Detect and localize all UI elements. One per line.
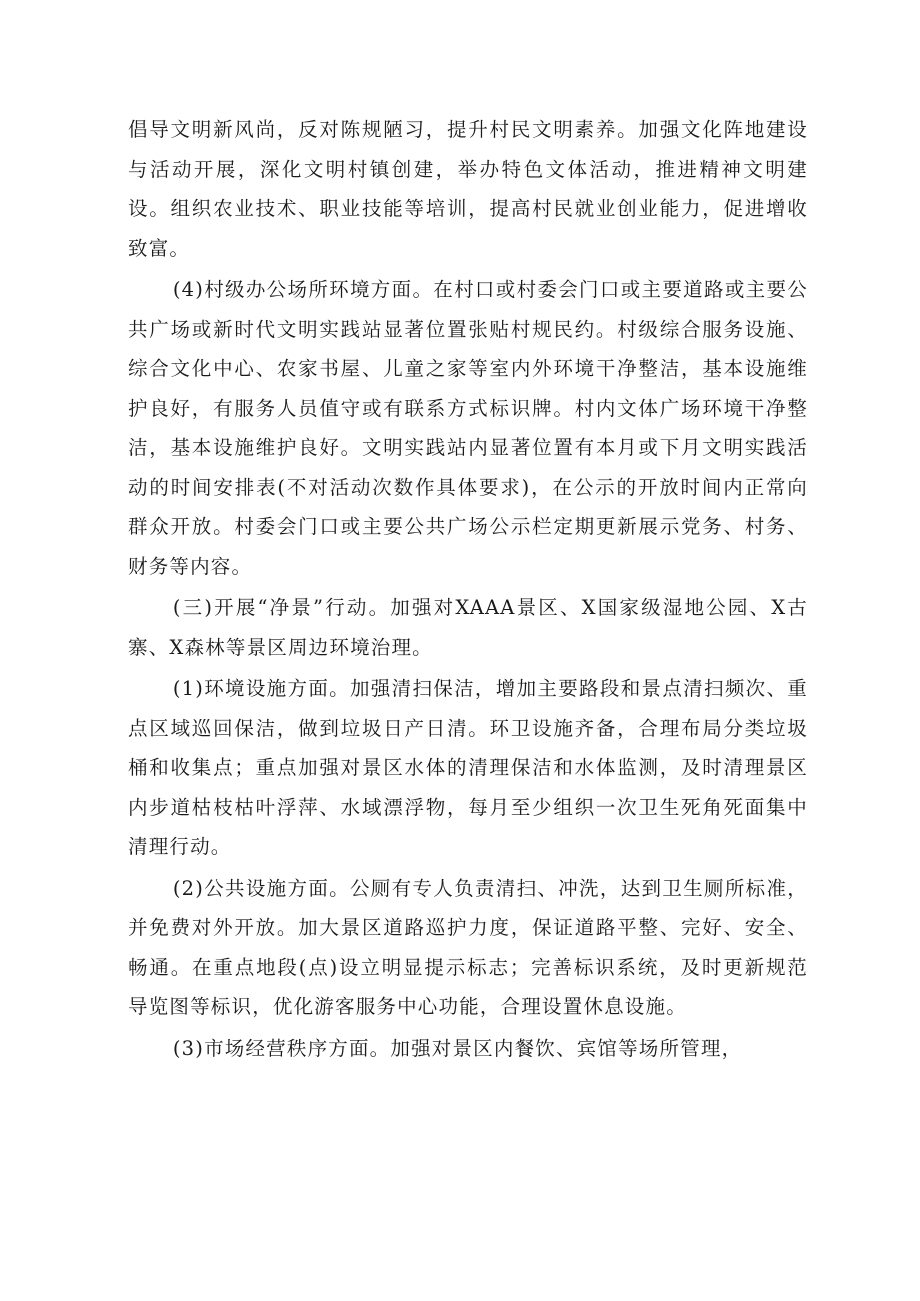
paragraph-public-facilities: (2)公共设施方面。公厕有专人负责清扫、冲洗，达到卫生厕所标准，并免费对外开放。加大景区道路巡护力度，保证道路平整、完好、安全、畅通。在重点地段(点)设立明显提示标志；完善标识系统，及时更新规范导览图等标识，优化游客服务中心功能，合理设置休息设施。 — [128, 876, 808, 1018]
paragraph-village-office: (4)村级办公场所环境方面。在村口或村委会门口或主要道路或主要公共广场或新时代文明实践站显著位置张贴村规民约。村级综合服务设施、综合文化中心、农家书屋、儿童之家等室内外环境干净整洁，基本设施维护良好，有服务人员值守或有联系方式标识牌。村内文体广场环境干净整洁，基本设施维护良好。文明实践站内显著位置有本月或下月文明实践活动的时间安排表(不对活动次数作具体要求)，在公示的开放时间内正常向群众开放。村委会门口或主要公共广场公示栏定期更新展示党务、村务、财务等内容。 — [128, 278, 808, 578]
paragraph-market-order: (3)市场经营秩序方面。加强对景区内餐饮、宾馆等场所管理， — [172, 1036, 743, 1060]
document-body — [128, 110, 808, 1068]
paragraph-clean-scenery-action: (三)开展“净景”行动。加强对XAAA景区、X国家级湿地公园、X古寨、X森林等景区周边环境治理。 — [128, 596, 808, 659]
paragraph-environment-facilities: (1)环境设施方面。加强清扫保洁，增加主要路段和景点清扫频次、重点区域巡回保洁，做到垃圾日产日清。环卫设施齐备，合理布局分类垃圾桶和收集点；重点加强对景区水体的清理保洁和水体监测，及时清理景区内步道枯枝枯叶浮萍、水域漂浮物，每月至少组织一次卫生死角死面集中清理行动。 — [128, 677, 808, 858]
paragraph-civilization: 倡导文明新风尚，反对陈规陋习，提升村民文明素养。加强文化阵地建设与活动开展，深化文明村镇创建，举办特色文体活动，推进精神文明建设。组织农业技术、职业技能等培训，提高村民就业创业能力，促进增收致富。 — [128, 118, 808, 260]
